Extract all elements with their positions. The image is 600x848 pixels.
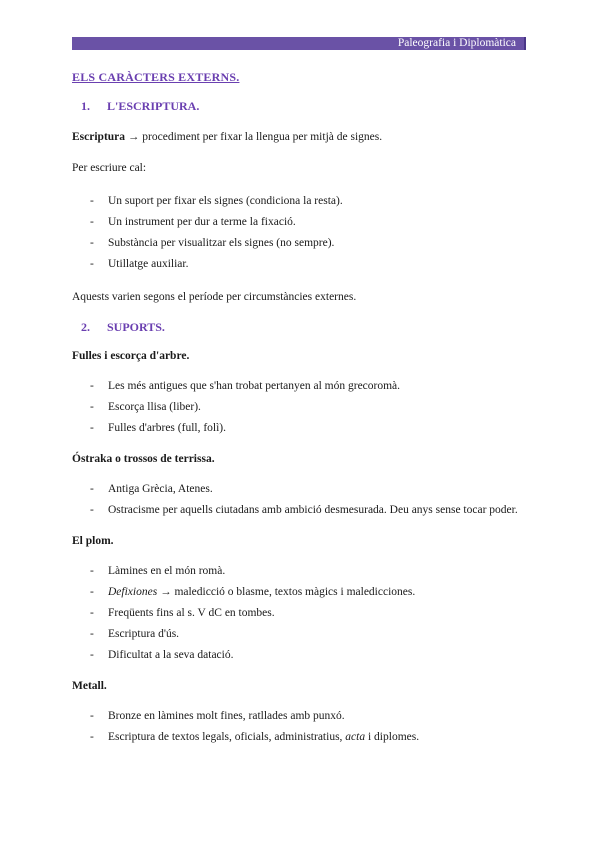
document-title: ELS CARÀCTERS EXTERNS. xyxy=(72,70,240,84)
section-title: SUPORTS. xyxy=(107,320,165,334)
list-item: - Escriptura d'ús. xyxy=(90,628,180,640)
list-item: - Dificultat a la seva datació. xyxy=(90,649,234,661)
list-item: - Làmines en el món romà. xyxy=(90,565,226,577)
definition-text: → procediment per fixar la llengua per mitjà de signes. xyxy=(125,131,383,143)
running-header-title: Paleografia i Diplomàtica xyxy=(397,37,516,49)
definition-term: Escriptura xyxy=(72,131,126,143)
list-item: - Freqüents fins al s. V dC en tombes. xyxy=(90,607,275,619)
list-item: - Escorça llisa (liber). xyxy=(90,401,201,413)
subheading-fulles: Fulles i escorça d'arbre. xyxy=(72,350,190,362)
running-header xyxy=(72,37,526,50)
section-number: 2. xyxy=(81,320,90,334)
intro-paragraph: Per escriure cal: xyxy=(72,162,147,174)
section-heading-suports xyxy=(72,320,524,335)
list-item: - Substància per visualitzar els signes (no sempre). xyxy=(90,237,335,249)
list-item: - Fulles d'arbres (full, folì). xyxy=(90,422,227,434)
document-body xyxy=(72,70,524,762)
section-number: 1. xyxy=(81,99,90,113)
subheading-metall: Metall. xyxy=(72,680,107,692)
requirements-list xyxy=(72,191,524,275)
subheading-plom: El plom. xyxy=(72,535,114,547)
list-item: - Un instrument per dur a terme la fixació. xyxy=(90,216,296,228)
section-heading-escriptura xyxy=(72,99,524,114)
fulles-list xyxy=(72,376,524,439)
plom-list xyxy=(72,561,524,666)
list-item: - Bronze en làmines molt fines, ratllades amb punxó. xyxy=(90,710,345,722)
subheading-ostraka: Óstraka o trossos de terrissa. xyxy=(72,453,215,465)
list-item: - Un suport per fixar els signes (condiciona la resta). xyxy=(90,195,343,207)
ostraka-list xyxy=(72,479,524,521)
section-title: L'ESCRIPTURA. xyxy=(107,99,200,113)
list-item-defixiones: - Defixiones → maledicció o blasme, textos màgics i maledicciones. xyxy=(90,586,416,598)
defixiones-term: Defixiones xyxy=(108,586,158,598)
list-item: - Utillatge auxiliar. xyxy=(90,258,189,270)
list-item: - Escriptura de textos legals, oficials, administratius, acta i diplomes. xyxy=(90,731,420,743)
list-item: - Antiga Grècia, Atenes. xyxy=(90,483,213,495)
closing-paragraph: Aquests varien segons el període per circumstàncies externes. xyxy=(72,291,357,303)
metall-list xyxy=(72,706,524,748)
definition-escriptura xyxy=(72,129,524,145)
list-item: - Les més antigues que s'han trobat pertanyen al món grecoromà. xyxy=(90,380,401,392)
list-item: - Ostracisme per aquells ciutadans amb ambició desmesurada. Deu anys sense tocar poder. xyxy=(90,504,518,516)
